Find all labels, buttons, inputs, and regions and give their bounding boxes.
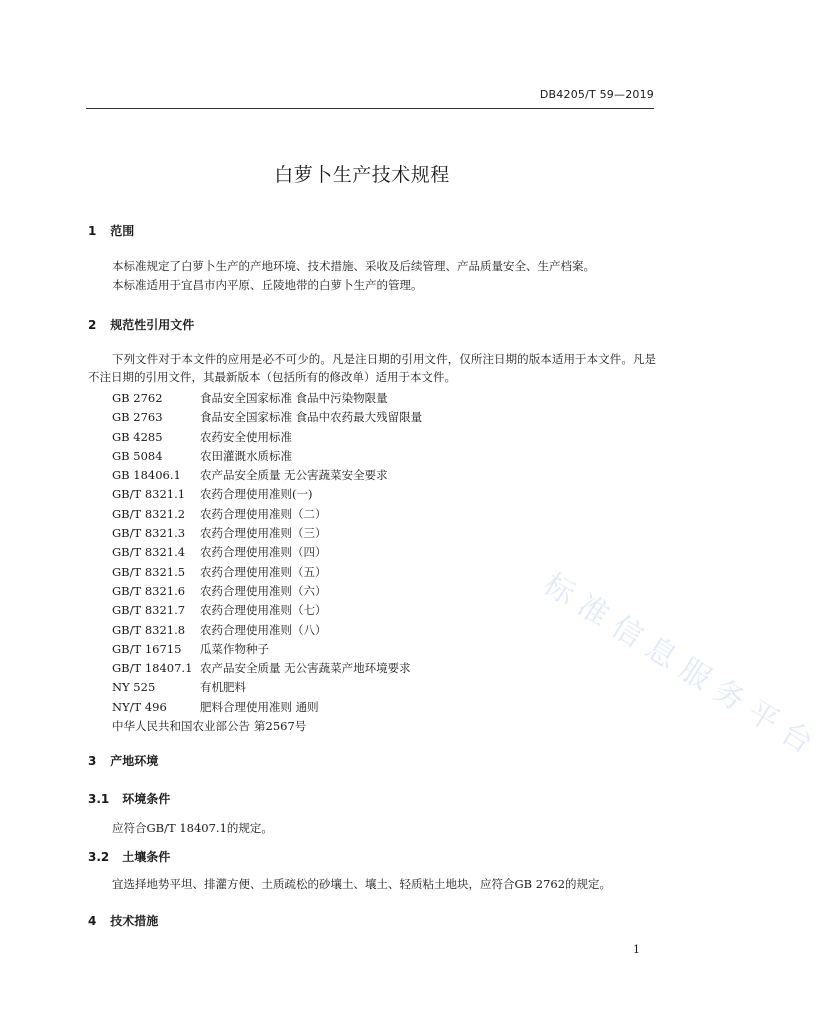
section-3-heading xyxy=(88,752,158,769)
reference-item: GB/T 8321.2 农药合理使用准则（二） xyxy=(112,506,327,521)
section-3-1-heading xyxy=(88,790,170,807)
section-3-1-text: 应符合GB/T 18407.1的规定。 xyxy=(112,821,273,835)
section-title: 规范性引用文件 xyxy=(110,318,195,332)
watermark: 标准信息服务平台 xyxy=(537,566,828,767)
section-3-2-heading xyxy=(88,848,170,865)
reference-item: GB/T 8321.7 农药合理使用准则（七） xyxy=(112,603,327,618)
reference-list xyxy=(112,389,422,736)
section-title: 产地环境 xyxy=(110,754,159,768)
reference-item: GB/T 8321.8 农药合理使用准则（八） xyxy=(112,622,327,637)
reference-item: NY 525 有机肥料 xyxy=(112,680,246,695)
section-title: 土壤条件 xyxy=(122,850,171,864)
section-1-line-1: 本标准规定了白萝卜生产的产地环境、技术措施、采收及后续管理、产品质量安全、生产档案。 xyxy=(112,259,595,273)
header-rule xyxy=(86,108,654,109)
reference-item: GB/T 8321.5 农药合理使用准则（五） xyxy=(112,564,327,579)
section-number: 1 xyxy=(88,224,97,238)
section-2-intro: 下列文件对于本文件的应用是必不可少的。凡是注日期的引用文件，仅所注日期的版本适用于本文件。凡是不注日期的引用文件，其最新版本（包括所有的修改单）适用于本文件。 xyxy=(88,352,656,384)
section-number: 3.2 xyxy=(88,850,110,864)
reference-item: GB 2762 食品安全国家标准 食品中污染物限量 xyxy=(112,391,388,405)
header-code: DB4205/T 59—2019 xyxy=(539,88,654,101)
reference-item: GB/T 16715 瓜菜作物种子 xyxy=(112,641,269,656)
page-number: 1 xyxy=(633,943,640,956)
section-number: 4 xyxy=(88,914,97,928)
reference-item: GB/T 8321.3 农药合理使用准则（三） xyxy=(112,526,327,541)
section-1-heading xyxy=(88,222,134,239)
section-2-heading xyxy=(88,316,194,333)
section-title: 范围 xyxy=(110,224,135,238)
page-title: 白萝卜生产技术规程 xyxy=(274,164,450,186)
section-4-heading xyxy=(88,912,158,929)
reference-item: 中华人民共和国农业部公告 第2567号 xyxy=(112,719,307,734)
section-number: 3.1 xyxy=(88,792,110,806)
reference-item: GB/T 8321.1 农药合理使用准则(一) xyxy=(112,487,313,502)
reference-item: GB 18406.1 农产品安全质量 无公害蔬菜安全要求 xyxy=(112,468,388,483)
section-1-line-2: 本标准适用于宜昌市内平原、丘陵地带的白萝卜生产的管理。 xyxy=(112,278,423,292)
section-number: 2 xyxy=(88,318,97,332)
section-3-2-text: 宜选择地势平坦、排灌方便、土质疏松的砂壤土、壤土、轻质粘土地块，应符合GB 2762的规定。 xyxy=(112,877,612,891)
reference-item: GB/T 18407.1 农产品安全质量 无公害蔬菜产地环境要求 xyxy=(112,661,411,676)
reference-item: GB 5084 农田灌溉水质标准 xyxy=(112,448,292,463)
reference-item: GB/T 8321.4 农药合理使用准则（四） xyxy=(112,545,327,560)
reference-item: NY/T 496 肥料合理使用准则 通则 xyxy=(112,699,319,714)
section-title: 环境条件 xyxy=(122,792,171,806)
reference-item: GB 4285 农药安全使用标准 xyxy=(112,429,292,444)
section-number: 3 xyxy=(88,754,97,768)
reference-item: GB/T 8321.6 农药合理使用准则（六） xyxy=(112,583,327,598)
reference-item: GB 2763 食品安全国家标准 食品中农药最大残留限量 xyxy=(112,410,423,425)
section-title: 技术措施 xyxy=(110,914,159,928)
